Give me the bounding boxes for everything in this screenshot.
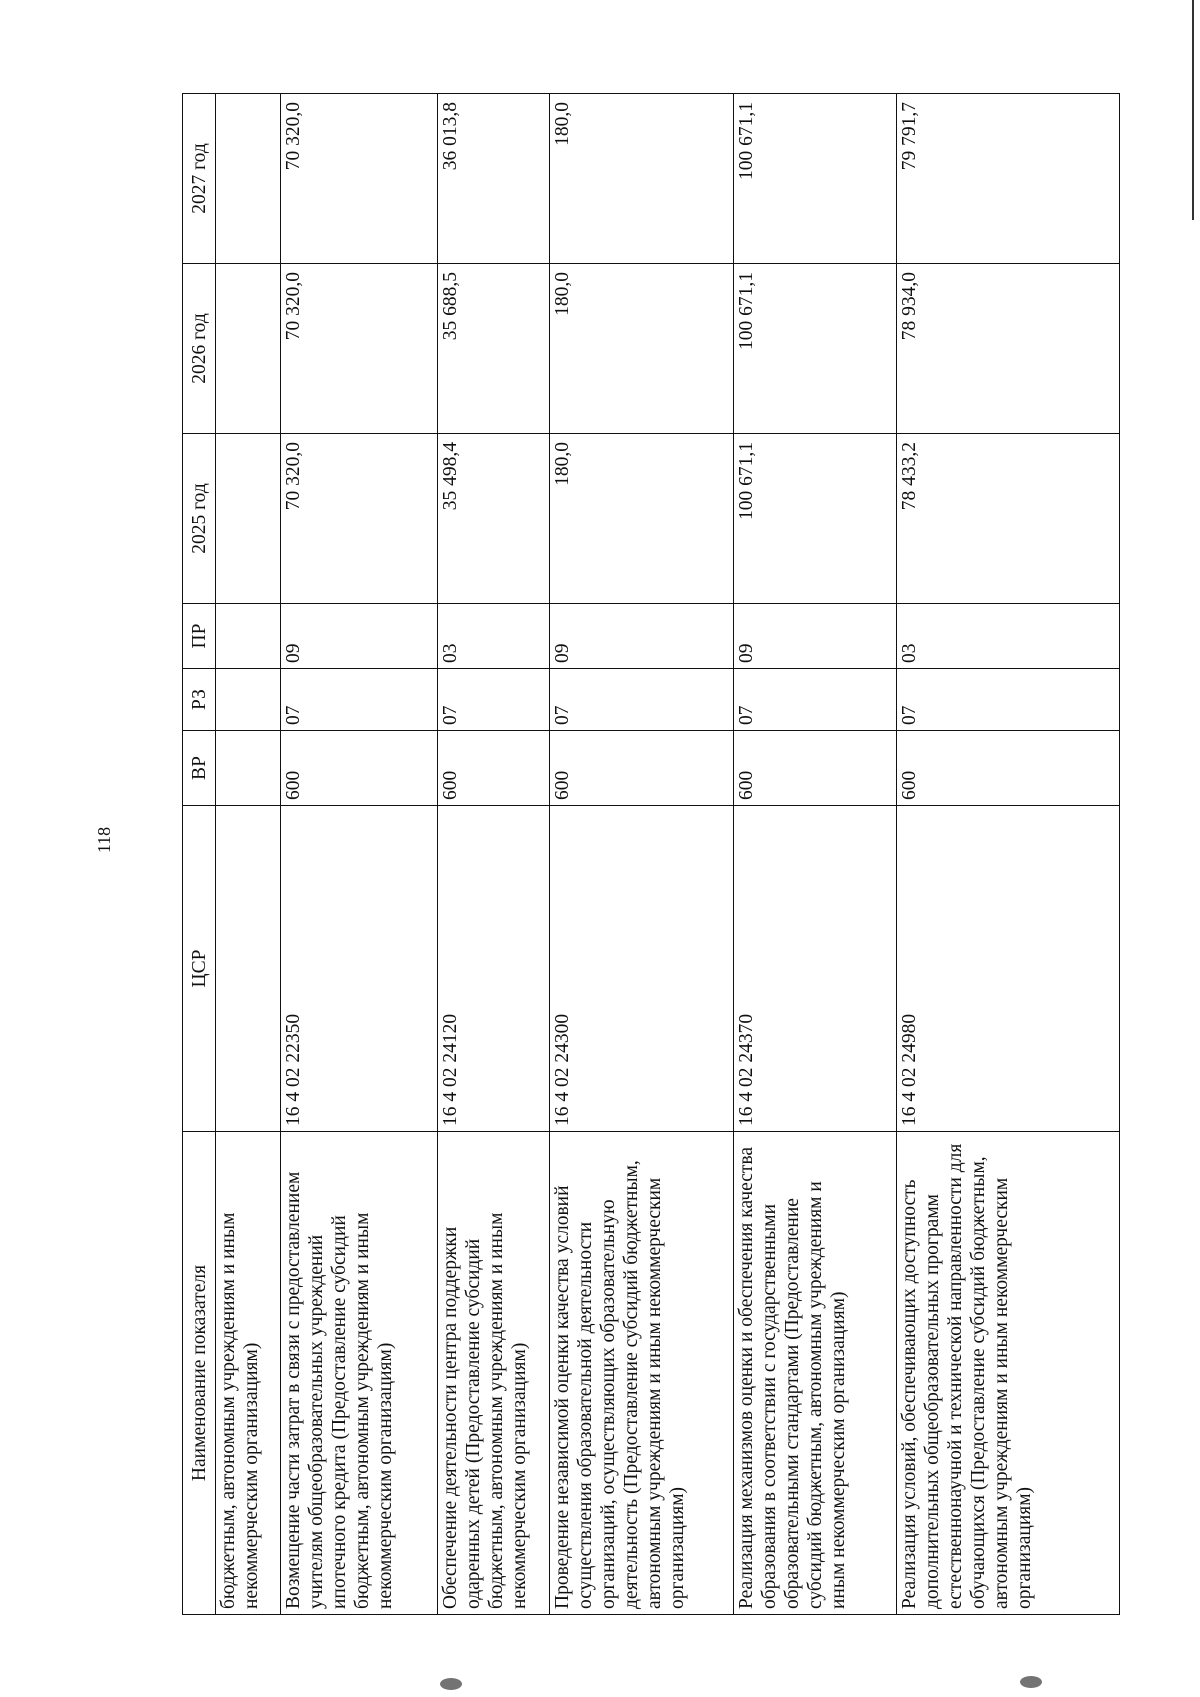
cell-csr: 16 4 02 24370 (734, 806, 896, 1132)
cell-2026: 70 320,0 (280, 264, 437, 434)
budget-table-rotated (182, 95, 1120, 1615)
cell-name: Реализация условий, обеспечивающих доступность дополнительных общеобразовательных программ естественнонаучной и технической направленности для обучающихся (Предоставление субсидий бюджетным, автономным учреждениям и иным некоммерческим организациям) (896, 1132, 1119, 1615)
cell-name: бюджетным, автономным учреждениям и иным некоммерческим организациям) (216, 1132, 281, 1615)
cell-csr: 16 4 02 22350 (280, 806, 437, 1132)
cell-2027: 70 320,0 (280, 94, 437, 264)
cell-pr: 03 (438, 604, 550, 669)
cell-2027 (216, 94, 281, 264)
cell-2027: 180,0 (550, 94, 734, 264)
table-row (734, 94, 896, 1615)
header-2025: 2025 год (183, 434, 216, 604)
cell-pr: 09 (280, 604, 437, 669)
cell-2025: 100 671,1 (734, 434, 896, 604)
table-row (216, 94, 281, 1615)
header-rz: РЗ (183, 669, 216, 731)
cell-pr: 09 (550, 604, 734, 669)
cell-name: Реализация механизмов оценки и обеспечения качества образования в соответствии с государственными образовательными стандартами (Предоставление субсидий бюджетным, автономным учреждениям и иным некоммерческим организациям) (734, 1132, 896, 1615)
cell-2026: 78 934,0 (896, 264, 1119, 434)
scan-speck (1020, 1676, 1042, 1688)
cell-name: Обеспечение деятельности центра поддержки одаренных детей (Предоставление субсидий бюджетным, автономным учреждениям и иным некоммерческим организациям) (438, 1132, 550, 1615)
cell-vr: 600 (896, 731, 1119, 806)
cell-2026: 35 688,5 (438, 264, 550, 434)
cell-rz: 07 (550, 669, 734, 731)
page-number: 118 (94, 826, 114, 854)
cell-2025: 70 320,0 (280, 434, 437, 604)
cell-2026: 100 671,1 (734, 264, 896, 434)
cell-2025: 35 498,4 (438, 434, 550, 604)
cell-2025 (216, 434, 281, 604)
cell-csr: 16 4 02 24980 (896, 806, 1119, 1132)
cell-name: Проведение независимой оценки качества условий осуществления образовательной деятельности организаций, осуществляющих образовательную деятельность (Предоставление субсидий бюджетным, автономным учреждениям и иным некоммерческим организациям) (550, 1132, 734, 1615)
header-pr: ПР (183, 604, 216, 669)
cell-vr: 600 (280, 731, 437, 806)
header-vr: ВР (183, 731, 216, 806)
cell-rz: 07 (896, 669, 1119, 731)
table-row (438, 94, 550, 1615)
cell-2027: 36 013,8 (438, 94, 550, 264)
scan-edge-line (1192, 0, 1194, 220)
cell-csr: 16 4 02 24300 (550, 806, 734, 1132)
cell-2025: 180,0 (550, 434, 734, 604)
table-row (280, 94, 437, 1615)
budget-table (182, 93, 1120, 1615)
header-csr: ЦСР (183, 806, 216, 1132)
cell-2026: 180,0 (550, 264, 734, 434)
cell-vr: 600 (734, 731, 896, 806)
cell-csr: 16 4 02 24120 (438, 806, 550, 1132)
header-2027: 2027 год (183, 94, 216, 264)
scan-speck (440, 1678, 462, 1690)
cell-name: Возмещение части затрат в связи с предоставлением учителям общеобразовательных учреждений ипотечного кредита (Предоставление субсидий бюджетным, автономным учреждениям и иным некоммерческим организациям) (280, 1132, 437, 1615)
table-row (550, 94, 734, 1615)
cell-csr (216, 806, 281, 1132)
cell-pr (216, 604, 281, 669)
cell-rz: 07 (280, 669, 437, 731)
cell-vr: 600 (550, 731, 734, 806)
header-name: Наименование показателя (183, 1132, 216, 1615)
cell-pr: 03 (896, 604, 1119, 669)
cell-2026 (216, 264, 281, 434)
cell-2027: 79 791,7 (896, 94, 1119, 264)
cell-2025: 78 433,2 (896, 434, 1119, 604)
cell-vr: 600 (438, 731, 550, 806)
table-row (896, 94, 1119, 1615)
table-header-row (183, 94, 216, 1615)
header-2026: 2026 год (183, 264, 216, 434)
cell-rz: 07 (438, 669, 550, 731)
cell-rz (216, 669, 281, 731)
cell-2027: 100 671,1 (734, 94, 896, 264)
cell-pr: 09 (734, 604, 896, 669)
cell-vr (216, 731, 281, 806)
cell-rz: 07 (734, 669, 896, 731)
